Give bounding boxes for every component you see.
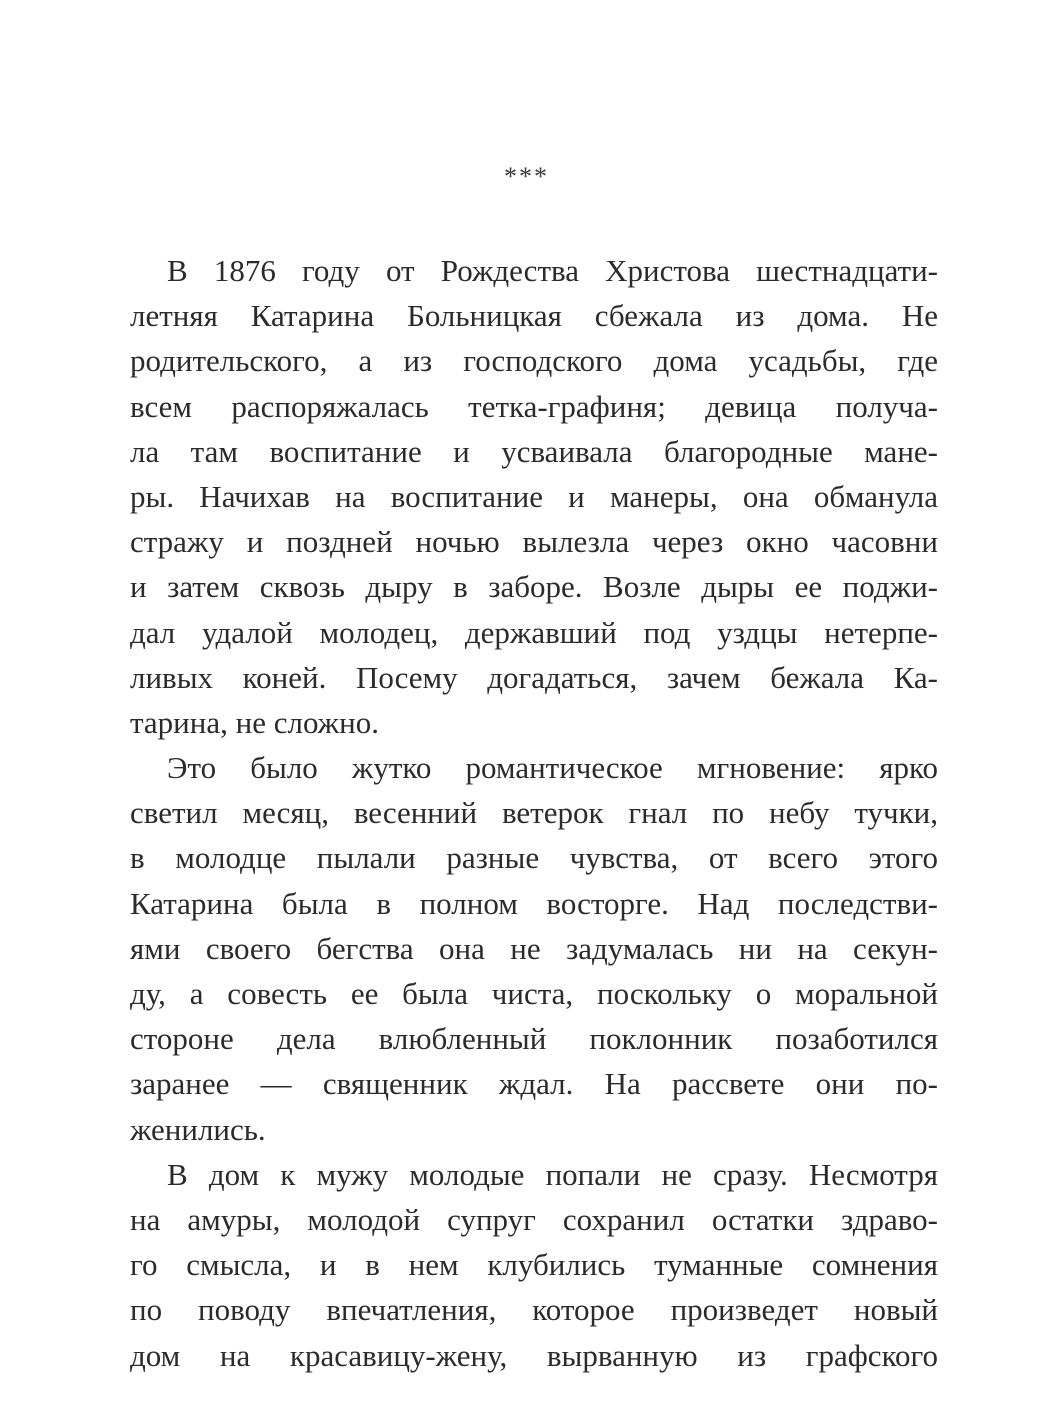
text-line: женились. [130,1111,266,1147]
text-line: светил месяц, весенний ветерок гнал по небу тучки, [130,795,938,831]
text-line: на амуры, молодой супруг сохранил остатки здраво- [130,1201,938,1237]
paragraph-3 [130,1152,938,1378]
text-line: дом на красавицу-жену, вырванную из графского [130,1337,938,1373]
text-line: дал удалой молодец, державший под уздцы нетерпе- [130,614,938,650]
text-line: стороне дела влюбленный поклонник позаботился [130,1021,938,1057]
paragraph-2 [130,745,938,1152]
text-line: В 1876 году от Рождества Христова шестнадцати- [167,253,938,288]
text-line: летняя Катарина Больницкая сбежала из дома. Не [130,298,938,334]
paragraph-1 [130,248,938,745]
text-line: заранее — священник ждал. На рассвете они по- [130,1066,938,1102]
text-line: В дом к мужу молодые попали не сразу. Несмотря [167,1156,938,1192]
body-text [130,248,938,1378]
text-line: ла там воспитание и усваивала благородные мане- [130,433,938,469]
text-line: ду, а совесть ее была чиста, поскольку о моральной [130,976,938,1011]
text-line: ливых коней. Посему догадаться, зачем бежала Ка- [130,659,938,695]
text-line: всем распоряжалась тетка-графиня; девица получа- [130,388,938,424]
text-line: тарина, не сложно. [130,704,379,740]
section-separator: *** [504,162,549,191]
text-line: родительского, а из господского дома усадьбы, где [130,343,938,379]
text-line: стражу и поздней ночью вылезла через окно часовни [130,524,938,560]
text-line: го смысла, и в нем клубились туманные сомнения [130,1247,938,1283]
text-line: в молодце пылали разные чувства, от всего этого [130,840,938,876]
text-line: и затем сквозь дыру в заборе. Возле дыры ее поджи- [130,569,938,605]
text-line: по поводу впечатления, которое произведет новый [130,1292,938,1328]
text-line: ры. Начихав на воспитание и манеры, она обманула [130,478,938,514]
text-line: ями своего бегства она не задумалась ни на секун- [130,930,938,966]
text-line: Катарина была в полном восторге. Над последстви- [130,885,938,921]
text-line: Это было жутко романтическое мгновение: ярко [167,750,938,786]
